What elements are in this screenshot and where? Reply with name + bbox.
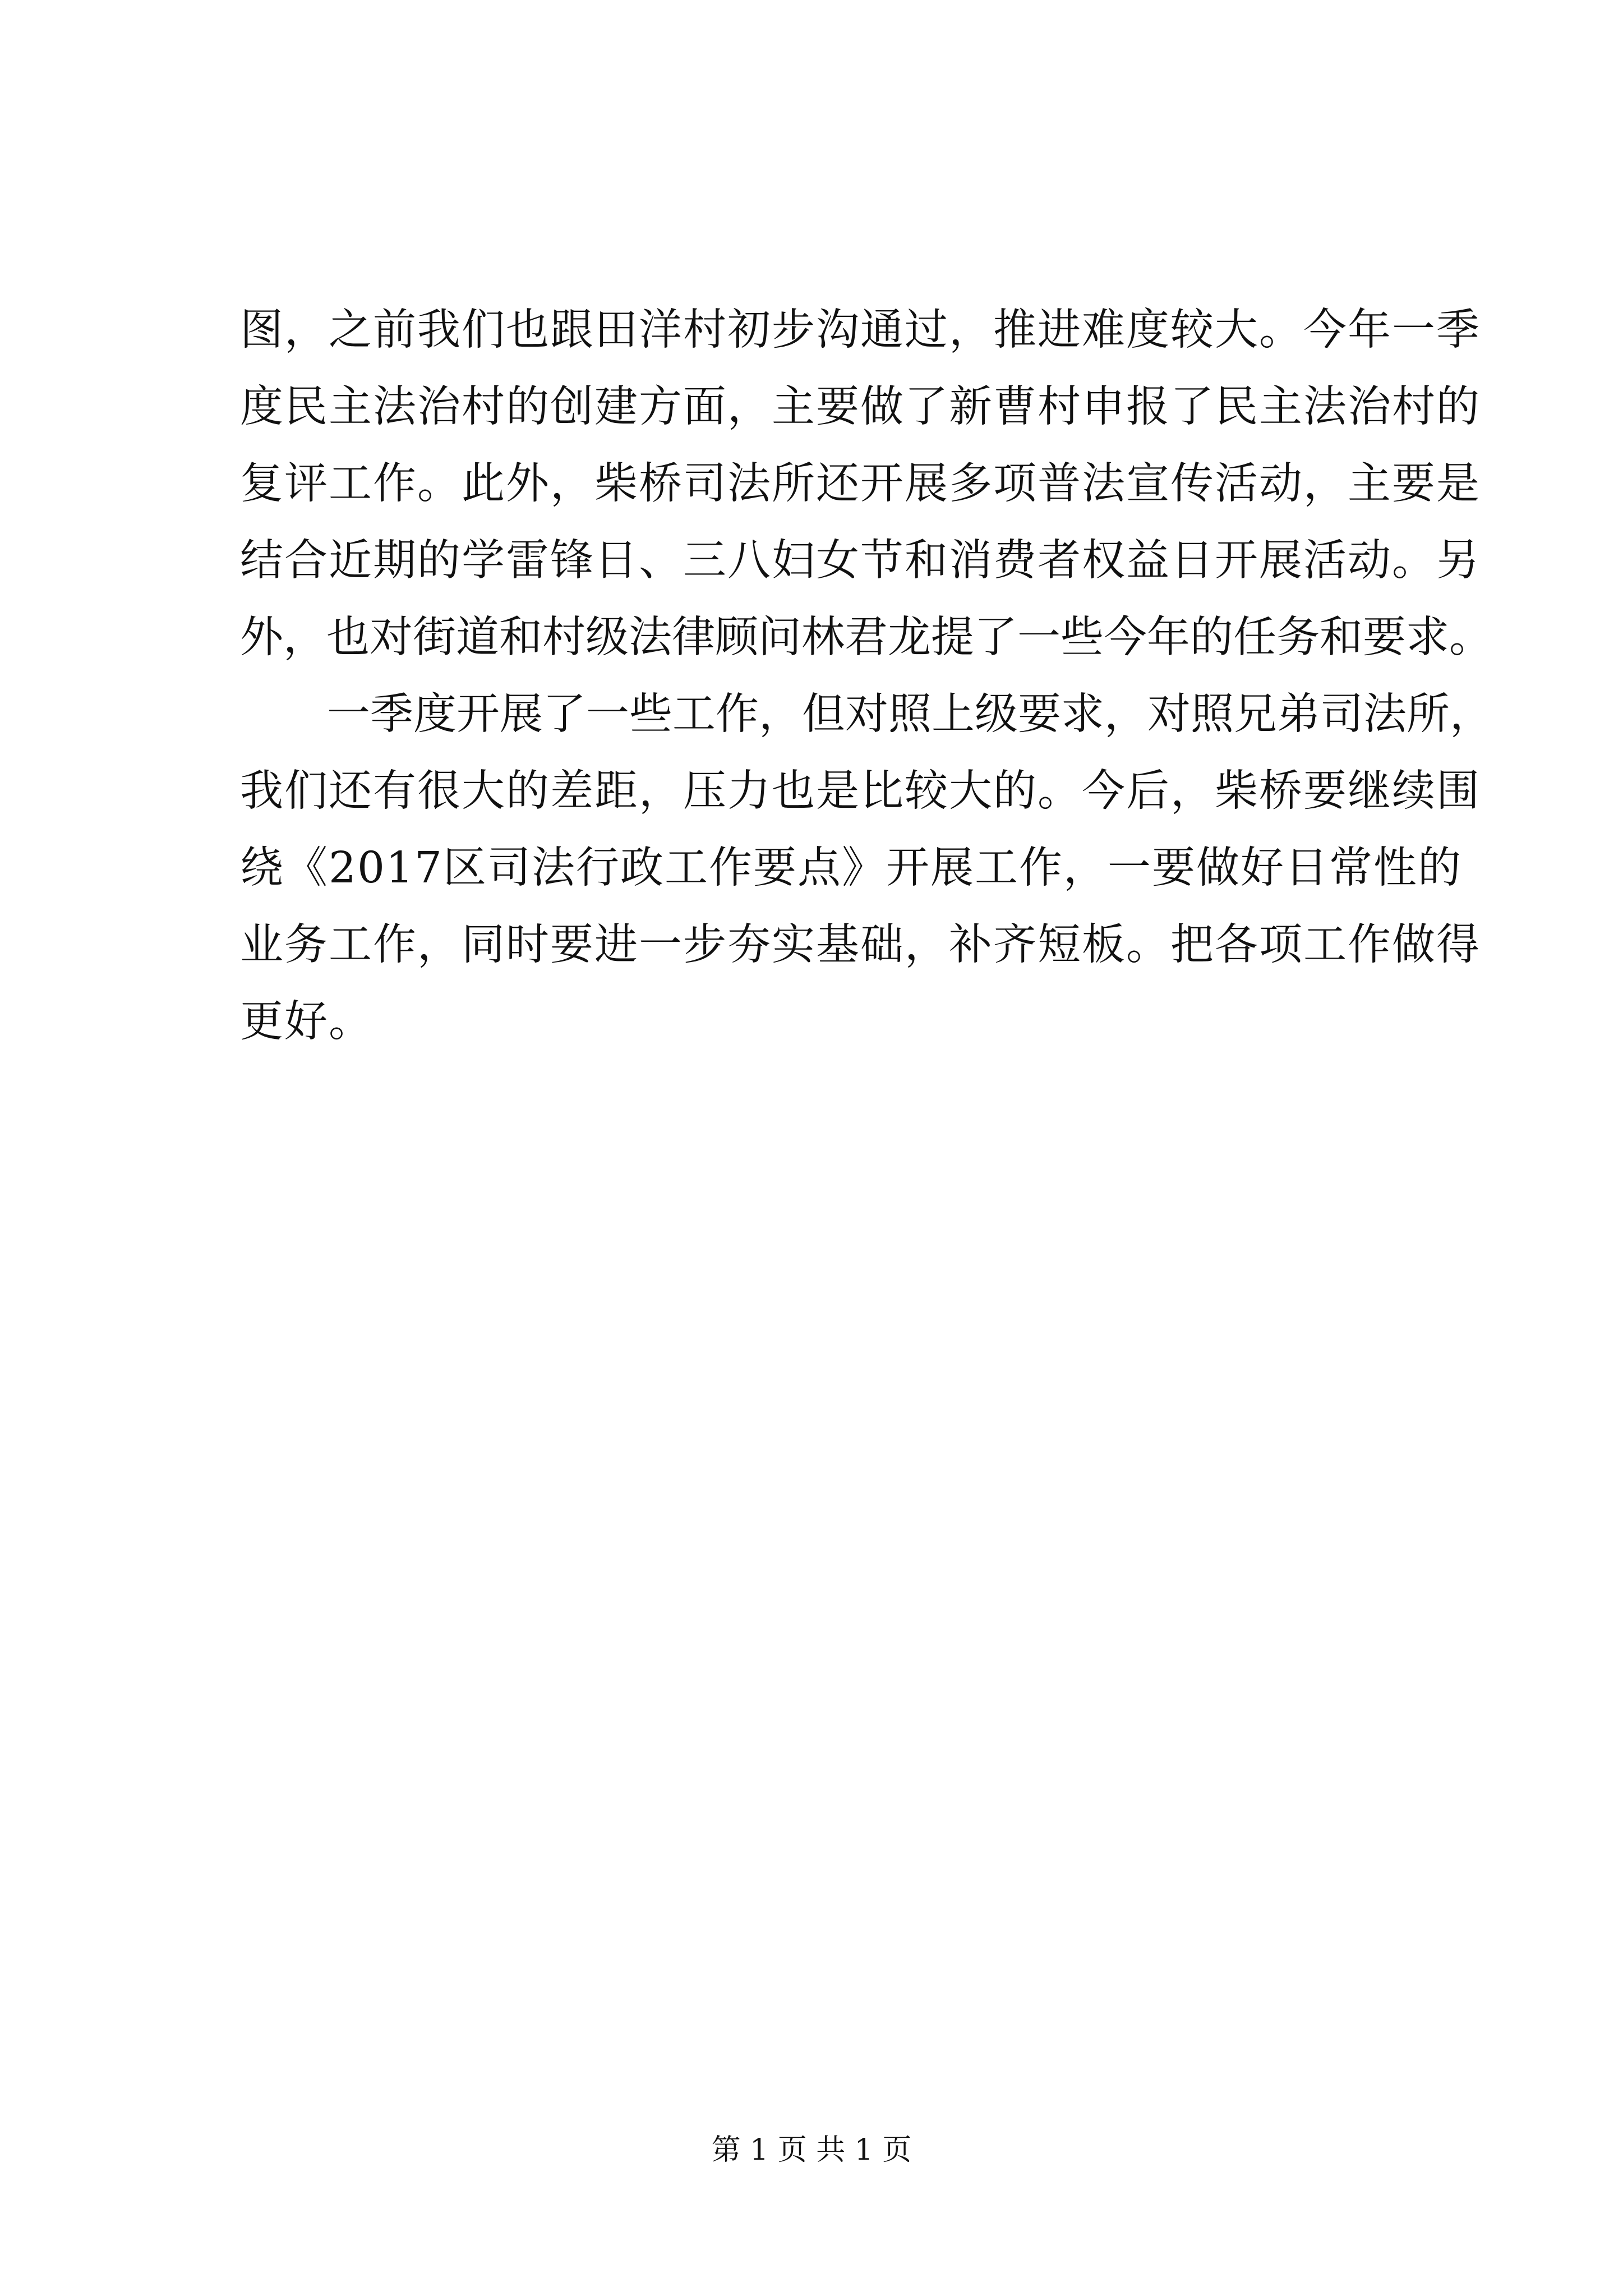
text-line: 更好。: [240, 997, 373, 1047]
page-footer: [0, 2131, 1623, 2170]
text-line: 业务工作，同时要进一步夯实基础，补齐短板。把各项工作做得: [240, 920, 1481, 970]
page-number: 第 1 页 共 1 页: [711, 2133, 912, 2167]
text-line: 结合近期的学雷锋日、三八妇女节和消费者权益日开展活动。另: [240, 536, 1481, 586]
document-body: [240, 292, 1493, 1060]
text-line: 我们还有很大的差距，压力也是比较大的。今后，柴桥要继续围: [240, 766, 1481, 816]
text-line: 外，也对街道和村级法律顾问林君龙提了一些今年的任务和要求。: [240, 613, 1492, 662]
text-line: 绕《2017区司法行政工作要点》开展工作，一要做好日常性的: [240, 843, 1462, 893]
text-line: 图，之前我们也跟田洋村初步沟通过，推进难度较大。今年一季: [240, 305, 1481, 355]
text-line: 一季度开展了一些工作，但对照上级要求，对照兄弟司法所，: [327, 689, 1493, 739]
text-line: 度民主法治村的创建方面，主要做了新曹村申报了民主法治村的: [240, 382, 1481, 432]
paragraph: [240, 292, 1492, 676]
text-line: 复评工作。此外，柴桥司法所还开展多项普法宣传活动，主要是: [240, 459, 1481, 509]
paragraph: [240, 676, 1493, 1060]
